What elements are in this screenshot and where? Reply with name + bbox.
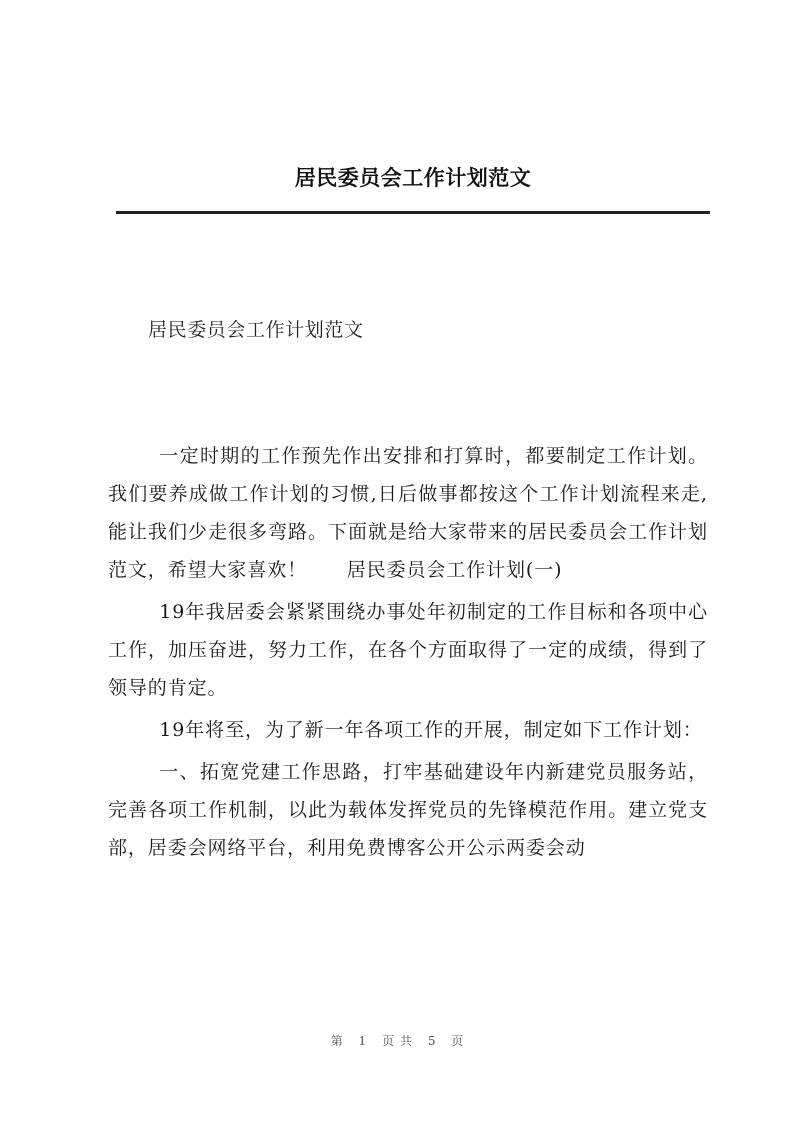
paragraph-item-one: 一、拓宽党建工作思路，打牢基础建设年内新建党员服务站，完善各项工作机制，以此为载体发挥党员的先锋模范作用。建立党支部，居委会网络平台，利用免费博客公开公示两委会动 [108,761,708,859]
document-body [108,312,708,867]
document-subtitle: 居民委员会工作计划范文 [148,319,364,341]
page-title: 居民委员会工作计划范文 [294,166,532,190]
header-divider [116,211,710,214]
paragraph-plan-intro: 19年将至，为了新一年各项工作的开展，制定如下工作计划： [159,719,703,741]
page-number: 第 1 页共 5 页 [330,1034,470,1048]
page-header [116,160,710,196]
paragraph-summary: 19年我居委会紧紧围绕办事处年初制定的工作目标和各项中心工作，加压奋进，努力工作，在各个方面取得了一定的成绩，得到了领导的肯定。 [108,601,708,699]
paragraph-intro: 一定时期的工作预先作出安排和打算时，都要制定工作计划。我们要养成做工作计划的习惯,日后做事都按这个工作计划流程来走,能让我们少走很多弯路。下面就是给大家带来的居民委员会工作计划范文，希望大家喜欢！ 居民委员会工作计划(一) [108,445,708,581]
